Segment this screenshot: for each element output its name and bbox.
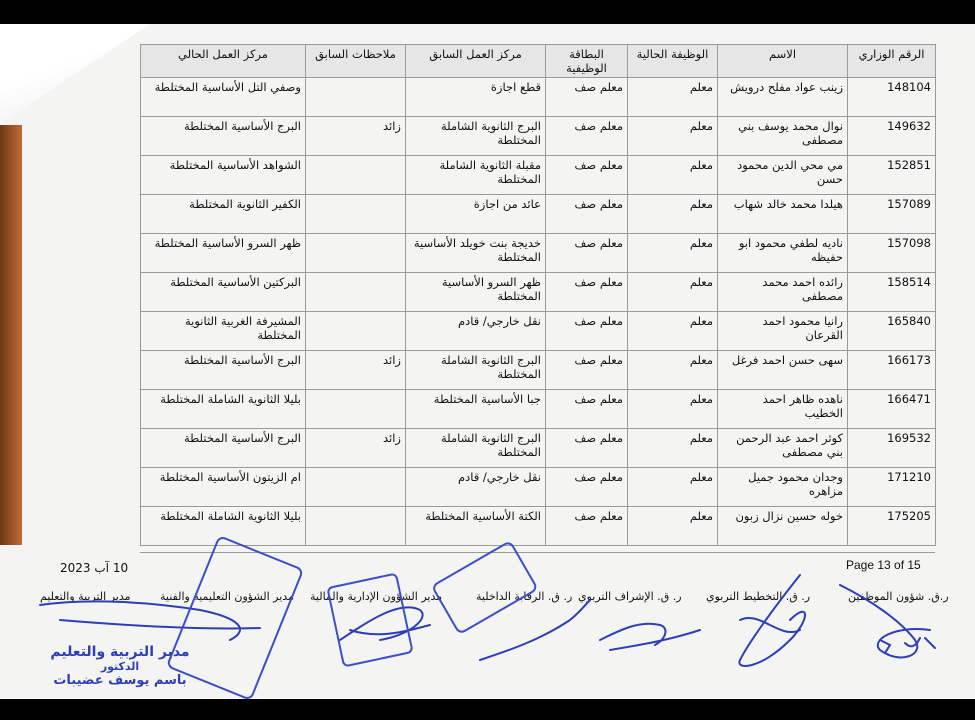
- handwritten-signature: [880, 638, 935, 653]
- cell-current-job: معلم: [628, 78, 718, 117]
- handwritten-signature: [600, 624, 700, 650]
- cell-ministry-number: 157089: [848, 195, 936, 234]
- cell-job-card: معلم صف: [546, 273, 628, 312]
- header-ministry-number: الرقم الوزاري: [848, 45, 936, 78]
- cell-job-card: معلم صف: [546, 507, 628, 546]
- handwritten-signature: [739, 575, 805, 666]
- cell-ministry-number: 165840: [848, 312, 936, 351]
- cell-job-card: معلم صف: [546, 312, 628, 351]
- cell-current-workplace: الكفير الثانوية المختلطة: [141, 195, 306, 234]
- handwritten-signature: [480, 600, 590, 660]
- cell-current-workplace: الشواهد الأساسية المختلطة: [141, 156, 306, 195]
- stamp-line-title: مدير التربية والتعليم: [50, 644, 190, 660]
- cell-previous-notes: زائد: [306, 117, 406, 156]
- cell-name: رائده احمد محمد مصطفى: [718, 273, 848, 312]
- cell-current-workplace: البرج الأساسية المختلطة: [141, 429, 306, 468]
- header-name: الاسم: [718, 45, 848, 78]
- cell-job-card: معلم صف: [546, 156, 628, 195]
- signature-role-staff-affairs: ر.ق. شؤون الموظفين: [848, 590, 949, 603]
- cell-job-card: معلم صف: [546, 390, 628, 429]
- cell-current-job: معلم: [628, 507, 718, 546]
- header-previous-workplace: مركز العمل السابق: [406, 45, 546, 78]
- cell-name: رانيا محمود احمد القرعان: [718, 312, 848, 351]
- cell-job-card: معلم صف: [546, 351, 628, 390]
- cell-name: ناديه لطفي محمود ابو حفيظه: [718, 234, 848, 273]
- signature-role-admin-finance: مدير الشؤون الإدارية والمالية: [310, 590, 443, 603]
- cell-job-card: معلم صف: [546, 117, 628, 156]
- cell-previous-notes: زائد: [306, 351, 406, 390]
- cell-previous-workplace: البرج الثانوية الشاملة المختلطة: [406, 351, 546, 390]
- cell-job-card: معلم صف: [546, 468, 628, 507]
- handwritten-signature: [840, 585, 930, 657]
- cell-name: هيلدا محمد خالد شهاب: [718, 195, 848, 234]
- bottom-black-border: [0, 699, 975, 720]
- signature-role-director: مدير التربية والتعليم: [40, 590, 131, 603]
- cell-ministry-number: 157098: [848, 234, 936, 273]
- cell-current-workplace: ام الزيتون الأساسية المختلطة: [141, 468, 306, 507]
- handwritten-signature: [40, 601, 260, 640]
- cell-ministry-number: 166471: [848, 390, 936, 429]
- cell-current-workplace: ظهر السرو الأساسية المختلطة: [141, 234, 306, 273]
- cell-ministry-number: 152851: [848, 156, 936, 195]
- cell-current-job: معلم: [628, 156, 718, 195]
- rectangular-stamp: [432, 541, 537, 634]
- cell-previous-workplace: نقل خارجي/ قادم: [406, 312, 546, 351]
- cell-previous-workplace: البرج الثانوية الشاملة المختلطة: [406, 429, 546, 468]
- signature-role-internal-audit: ر. ق. الرقابة الداخلية: [476, 590, 573, 603]
- cell-current-workplace: وصفي التل الأساسية المختلطة: [141, 78, 306, 117]
- cell-current-job: معلم: [628, 195, 718, 234]
- cell-name: ناهده ظاهر احمد الخطيب: [718, 390, 848, 429]
- cell-current-job: معلم: [628, 234, 718, 273]
- cell-job-card: معلم صف: [546, 429, 628, 468]
- stamp-line-name: باسم يوسف عضيبات: [53, 673, 187, 688]
- cell-ministry-number: 175205: [848, 507, 936, 546]
- cell-name: زينب عواد مفلح درويش: [718, 78, 848, 117]
- cell-name: سهى حسن احمد فرغل: [718, 351, 848, 390]
- cell-previous-workplace: البرج الثانوية الشاملة المختلطة: [406, 117, 546, 156]
- signature-role-educational-affairs: مدير الشؤون التعليمية والفنية: [160, 590, 294, 603]
- header-job-card: البطاقة الوظيفية: [546, 45, 628, 78]
- cell-name: خوله حسين نزال زبون: [718, 507, 848, 546]
- cell-job-card: معلم صف: [546, 78, 628, 117]
- cell-current-job: معلم: [628, 468, 718, 507]
- cell-ministry-number: 166173: [848, 351, 936, 390]
- stamp-line-honorific: الدكتور: [100, 660, 140, 673]
- header-current-job: الوظيفة الحالية: [628, 45, 718, 78]
- cell-ministry-number: 149632: [848, 117, 936, 156]
- cell-previous-workplace: قطع اجازة: [406, 78, 546, 117]
- cell-previous-workplace: خديجة بنت خويلد الأساسية المختلطة: [406, 234, 546, 273]
- cell-ministry-number: 171210: [848, 468, 936, 507]
- cell-ministry-number: 148104: [848, 78, 936, 117]
- cell-current-workplace: البرج الأساسية المختلطة: [141, 117, 306, 156]
- cell-current-job: معلم: [628, 273, 718, 312]
- cell-name: نوال محمد يوسف بني مصطفى: [718, 117, 848, 156]
- cell-name: وجدان محمود جميل مزاهره: [718, 468, 848, 507]
- director-stamp: [50, 644, 190, 688]
- cell-previous-workplace: نقل خارجي/ قادم: [406, 468, 546, 507]
- footer-date: 10 آب 2023: [60, 561, 129, 575]
- signature-role-planning: ر. ق. التخطيط التربوي: [706, 590, 811, 603]
- cell-previous-workplace: جبا الأساسية المختلطة: [406, 390, 546, 429]
- cell-current-workplace: البرج الأساسية المختلطة: [141, 351, 306, 390]
- cell-ministry-number: 158514: [848, 273, 936, 312]
- cell-previous-workplace: ظهر السرو الأساسية المختلطة: [406, 273, 546, 312]
- header-current-workplace: مركز العمل الحالي: [141, 45, 306, 78]
- header-previous-notes: ملاحظات السابق: [306, 45, 406, 78]
- signature-role-supervision: ر. ق. الإشراف التربوي: [578, 590, 682, 603]
- cell-previous-workplace: الكتة الأساسية المختلطة: [406, 507, 546, 546]
- cell-previous-workplace: عائد من اجازة: [406, 195, 546, 234]
- cell-previous-workplace: مقبلة الثانوية الشاملة المختلطة: [406, 156, 546, 195]
- cell-current-workplace: البركتين الأساسية المختلطة: [141, 273, 306, 312]
- official-stamp: [167, 536, 537, 700]
- cell-current-job: معلم: [628, 429, 718, 468]
- cell-previous-notes: زائد: [306, 429, 406, 468]
- cell-current-job: معلم: [628, 312, 718, 351]
- handwritten-signature: [340, 607, 430, 640]
- cell-job-card: معلم صف: [546, 195, 628, 234]
- footer-page-number: Page 13 of 15: [846, 558, 921, 572]
- cell-job-card: معلم صف: [546, 234, 628, 273]
- cell-current-job: معلم: [628, 351, 718, 390]
- cell-current-workplace: بليلا الثانوية الشاملة المختلطة: [141, 507, 306, 546]
- cell-ministry-number: 169532: [848, 429, 936, 468]
- cell-name: مي محي الدين محمود حسن: [718, 156, 848, 195]
- cell-name: كوثر احمد عبد الرحمن بني مصطفى: [718, 429, 848, 468]
- cell-current-job: معلم: [628, 390, 718, 429]
- cell-current-workplace: المشيرفة الغربية الثانوية المختلطة: [141, 312, 306, 351]
- cell-current-job: معلم: [628, 117, 718, 156]
- cell-current-workplace: بليلا الثانوية الشاملة المختلطة: [141, 390, 306, 429]
